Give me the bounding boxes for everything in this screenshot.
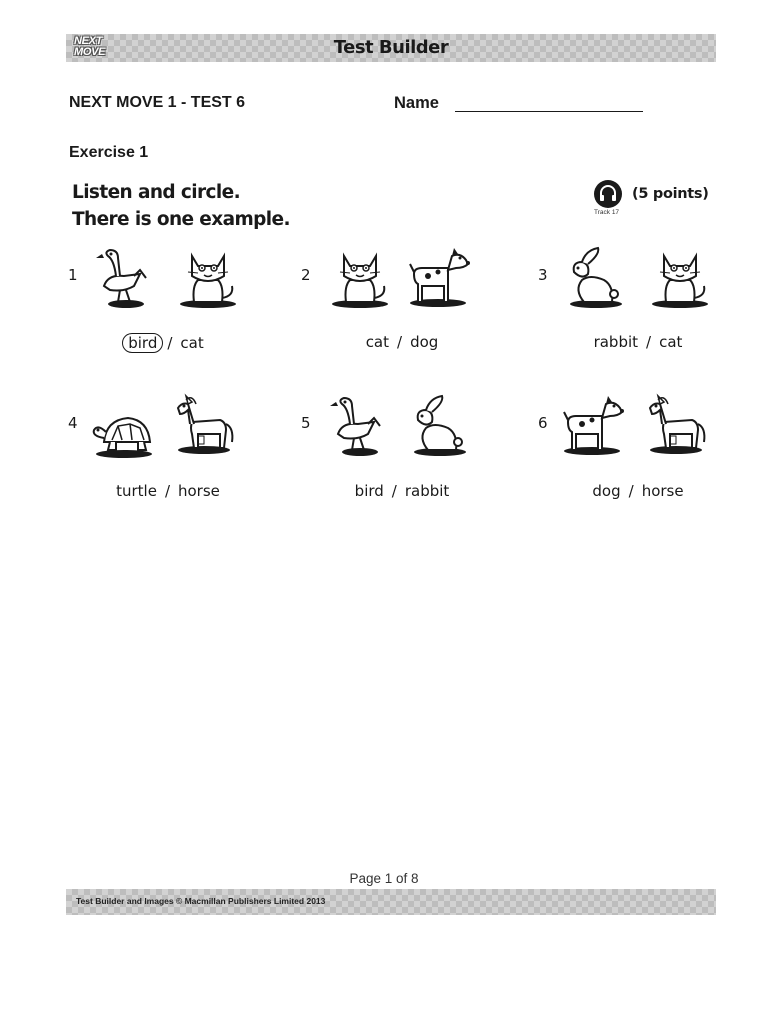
logo-line-2: MOVE (74, 46, 106, 58)
rabbit-picture (408, 394, 472, 458)
track-label: Track 17 (594, 209, 620, 216)
option-dog[interactable]: dog (592, 482, 621, 500)
option-bird[interactable]: bird (122, 333, 163, 353)
item-5-number: 5 (301, 414, 311, 432)
bird-picture (94, 246, 158, 310)
option-dog[interactable]: dog (410, 333, 439, 351)
option-cat[interactable]: cat (365, 333, 390, 351)
horse-picture (172, 392, 236, 456)
header-title: Test Builder (333, 37, 449, 58)
test-title: NEXT MOVE 1 - TEST 6 (69, 94, 246, 111)
item-1-choices (65, 333, 265, 353)
item-5-choices (302, 482, 502, 500)
option-separator: / (628, 482, 634, 500)
option-separator: / (164, 482, 170, 500)
turtle-picture (90, 396, 154, 460)
item-2-number: 2 (301, 266, 311, 284)
option-bird[interactable]: bird (354, 482, 384, 500)
name-input-line (455, 111, 643, 112)
option-separator: / (391, 482, 397, 500)
item-6-number: 6 (538, 414, 548, 432)
header-band (66, 34, 716, 62)
option-horse[interactable]: horse (641, 482, 684, 500)
instruction-line-1: Listen and circle. (72, 182, 240, 203)
item-6-choices (538, 482, 738, 500)
footer-copyright: Test Builder and Images © Macmillan Publishers Limited 2013 (76, 896, 326, 906)
points-label: (5 points) (632, 186, 709, 202)
cat-picture (648, 246, 712, 310)
option-rabbit[interactable]: rabbit (404, 482, 450, 500)
logo-line-1: NEXT (74, 35, 103, 47)
footer-band (66, 889, 716, 915)
page-number: Page 1 of 8 (349, 871, 419, 886)
bird-picture (328, 394, 392, 458)
option-cat[interactable]: cat (659, 333, 683, 351)
dog-picture (408, 244, 472, 308)
option-rabbit[interactable]: rabbit (593, 333, 639, 351)
item-4-number: 4 (68, 414, 78, 432)
cat-picture (328, 246, 392, 310)
dog-picture (562, 392, 626, 456)
item-3-number: 3 (538, 266, 548, 284)
horse-picture (644, 392, 708, 456)
option-separator: / (167, 334, 173, 352)
audio-track-icon (593, 179, 623, 209)
name-label: Name (394, 94, 439, 112)
item-4-choices (68, 482, 268, 500)
item-2-choices (302, 333, 502, 351)
rabbit-picture (564, 246, 628, 310)
option-horse[interactable]: horse (178, 482, 220, 500)
option-turtle[interactable]: turtle (116, 482, 157, 500)
instruction-line-2: There is one example. (72, 209, 290, 230)
option-separator: / (397, 333, 403, 351)
cat-picture (176, 246, 240, 310)
option-cat[interactable]: cat (180, 334, 204, 352)
exercise-heading: Exercise 1 (69, 144, 149, 161)
option-separator: / (646, 333, 652, 351)
item-1-number: 1 (68, 266, 78, 284)
item-3-choices (538, 333, 738, 351)
